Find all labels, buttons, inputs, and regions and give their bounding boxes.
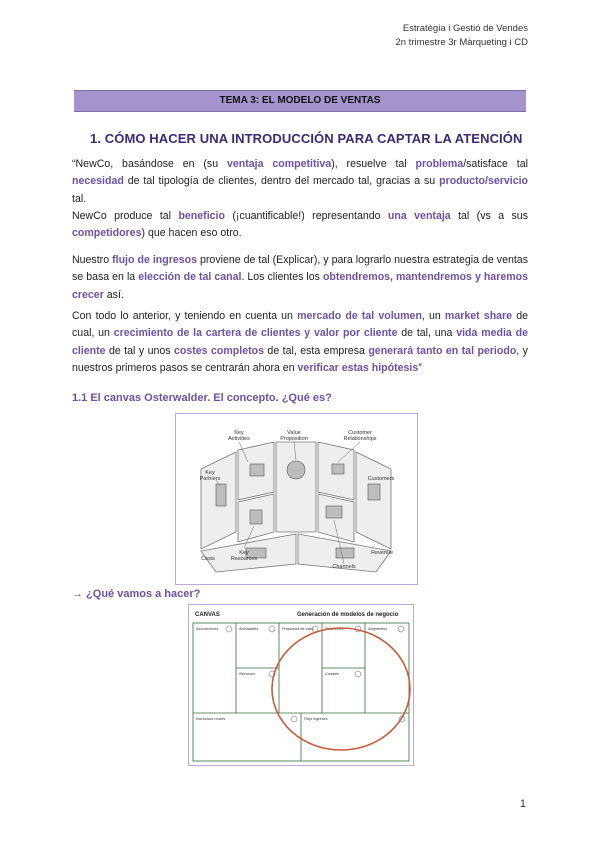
label-key-activities: Key Activities — [228, 430, 250, 442]
keyword: problema — [415, 157, 464, 170]
canvas-illustration — [176, 414, 417, 584]
keyword: beneficio — [178, 209, 225, 222]
keyword: verificar estas hipótesis — [297, 362, 419, 375]
paragraph-revenue: Nuestro flujo de ingresos proviene de tal (Explicar), y para lograrlo nuestra estrategia de ventas se basa en la elección de tal canal. Los clientes los obtendremos, mantendremos y haremos crecer así. — [72, 253, 528, 301]
paragraph-benefit: NewCo produce tal beneficio (¡cuantificable!) representando una ventaja tal (vs a sus competidores) que hacen eso otro. — [72, 209, 528, 240]
cell-activities: Actividades — [239, 627, 259, 631]
cell-partners: Asociaciones — [196, 627, 219, 631]
paragraph-summary: Con todo lo anterior, y teniendo en cuenta un mercado de tal volumen, un market share de cual, un crecimiento de la cartera de clientes y valor por cliente de tal, una vida media de cliente de tal y unos costes completos de tal, esta empresa generará tanto en tal periodo, y nuestros primeros pasos se centrarán ahora en verificar estas hipótesis” — [72, 309, 528, 375]
cell-resources: Recursos — [239, 672, 256, 676]
cell-costs: Estructura costes — [196, 717, 226, 721]
header-term: 2n trimestre 3r Màrqueting i CD — [395, 37, 528, 48]
label-key-resources: Key Resources — [230, 550, 258, 562]
subsection-what-next: → ¿Qué vamos a hacer? — [72, 588, 201, 600]
canvas-worksheet — [189, 605, 413, 765]
business-model-canvas-figure — [188, 604, 414, 766]
document-header — [395, 22, 528, 50]
keyword: necesidad — [72, 175, 124, 188]
keyword: producto/servicio — [439, 175, 528, 188]
keyword: costes completos — [174, 344, 264, 357]
cell-revenue: Flujo ingresos — [304, 717, 328, 721]
label-key-partners: Key Partners — [199, 470, 221, 482]
label-customers: Customers — [367, 476, 395, 482]
keyword: obtendremos, mantendremos y haremos crecer — [72, 271, 528, 301]
canvas-concept-figure — [175, 413, 418, 585]
canvas-title: Generación de modelos de negocio — [297, 612, 399, 618]
keyword: vida media de cliente — [72, 327, 528, 357]
cell-segments: Segmentos — [368, 627, 388, 631]
keyword: elección de tal canal — [138, 271, 242, 284]
label-value-proposition: Value Proposition — [280, 430, 308, 442]
section-heading: 1. CÓMO HACER UNA INTRODUCCIÓN PARA CAPTAR LA ATENCIÓN — [90, 131, 523, 146]
label-channels: Channels — [332, 564, 356, 570]
keyword: mercado de tal volumen — [297, 309, 422, 322]
paragraph-intro: “NewCo, basándose en (su ventaja competitiva), resuelve tal problema/satisface tal necesidad de tal tipología de clientes, dentro del mercado tal, gracias a su producto/servicio tal. — [72, 157, 528, 205]
topic-banner: TEMA 3: EL MODELO DE VENTAS — [74, 90, 526, 112]
page-number: 1 — [519, 798, 526, 810]
label-revenue: Revenue — [370, 550, 394, 556]
cell-channels: Canales — [325, 672, 339, 676]
keyword: crecimiento de la cartera de clientes y valor por cliente — [113, 327, 398, 340]
header-course: Estratègia i Gestió de Vendes — [402, 23, 528, 34]
keyword: ventaja competitiva — [226, 157, 332, 170]
canvas-brand: CANVAS — [195, 612, 220, 618]
keyword: competidores — [72, 227, 142, 240]
label-costs: Costs — [200, 556, 216, 562]
keyword: una ventaja — [387, 209, 451, 222]
keyword: flujo de ingresos — [112, 253, 197, 266]
label-customer-relationships: Customer Relationships — [343, 430, 377, 442]
cell-value-proposition: Propuesta de valor — [282, 627, 314, 631]
keyword: generará tanto en tal periodo — [368, 344, 517, 357]
cell-relationships: Relaciones — [325, 627, 344, 631]
subsection-heading: 1.1 El canvas Osterwalder. El concepto. ¿Qué es? — [72, 392, 332, 404]
keyword: market share — [444, 309, 513, 322]
